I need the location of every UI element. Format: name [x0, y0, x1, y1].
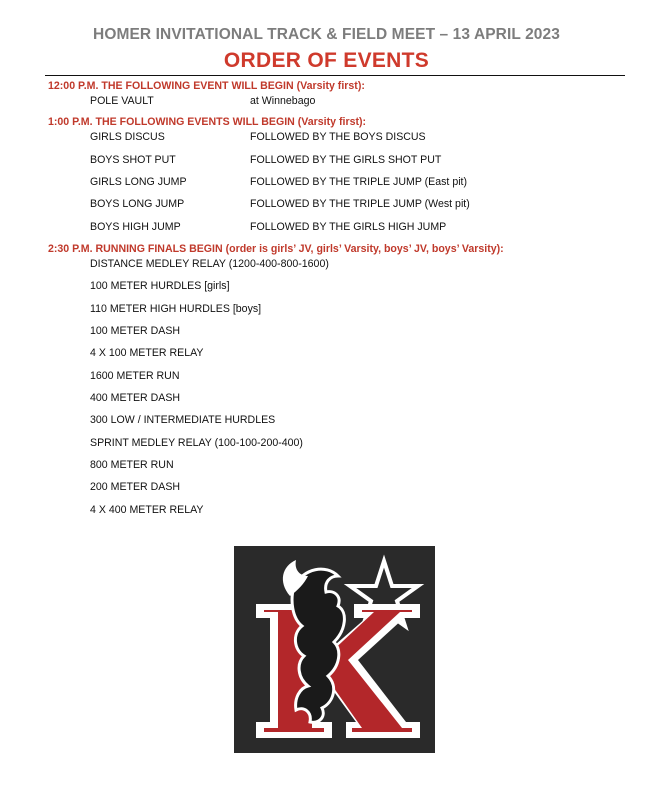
event-note: FOLLOWED BY THE GIRLS HIGH JUMP — [250, 221, 447, 233]
event-name: 1600 METER RUN — [90, 370, 180, 382]
section-heading-one-pm: 1:00 P.M. THE FOLLOWING EVENTS WILL BEGIN (Varsity first): — [48, 116, 367, 128]
event-name: 800 METER RUN — [90, 459, 174, 471]
event-note: FOLLOWED BY THE TRIPLE JUMP (East pit) — [250, 176, 468, 188]
event-note: FOLLOWED BY THE GIRLS SHOT PUT — [250, 154, 442, 166]
event-name: POLE VAULT — [90, 95, 154, 107]
title-divider — [45, 75, 625, 76]
event-note: at Winnebago — [250, 95, 316, 107]
event-note: FOLLOWED BY THE TRIPLE JUMP (West pit) — [250, 198, 470, 210]
event-name: BOYS HIGH JUMP — [90, 221, 181, 233]
event-note: FOLLOWED BY THE BOYS DISCUS — [250, 131, 426, 143]
section-heading-noon: 12:00 P.M. THE FOLLOWING EVENT WILL BEGIN (Varsity first): — [48, 80, 365, 92]
event-name: 100 METER DASH — [90, 325, 181, 337]
event-name: GIRLS LONG JUMP — [90, 176, 187, 188]
event-name: 400 METER DASH — [90, 392, 181, 404]
event-name: 200 METER DASH — [90, 481, 181, 493]
event-name: 4 X 400 METER RELAY — [90, 504, 204, 516]
event-name: DISTANCE MEDLEY RELAY (1200-400-800-1600) — [90, 258, 329, 270]
event-name: SPRINT MEDLEY RELAY (100-100-200-400) — [90, 437, 303, 449]
logo-knight-head — [292, 569, 344, 722]
meet-title: HOMER INVITATIONAL TRACK & FIELD MEET – 13 APRIL 2023 — [93, 26, 560, 43]
event-name: 300 LOW / INTERMEDIATE HURDLES — [90, 414, 276, 426]
section-heading-running-finals: 2:30 P.M. RUNNING FINALS BEGIN (order is girls’ JV, girls’ Varsity, boys’ JV, boys’ Varsity): — [48, 243, 504, 255]
page-title: ORDER OF EVENTS — [223, 49, 430, 72]
event-name: BOYS SHOT PUT — [90, 154, 176, 166]
event-name: GIRLS DISCUS — [90, 131, 165, 143]
event-name: BOYS LONG JUMP — [90, 198, 185, 210]
event-name: 110 METER HIGH HURDLES [boys] — [90, 303, 262, 315]
event-name: 100 METER HURDLES [girls] — [90, 280, 230, 292]
event-name: 4 X 100 METER RELAY — [90, 347, 204, 359]
k-knight-logo-icon — [234, 546, 435, 753]
